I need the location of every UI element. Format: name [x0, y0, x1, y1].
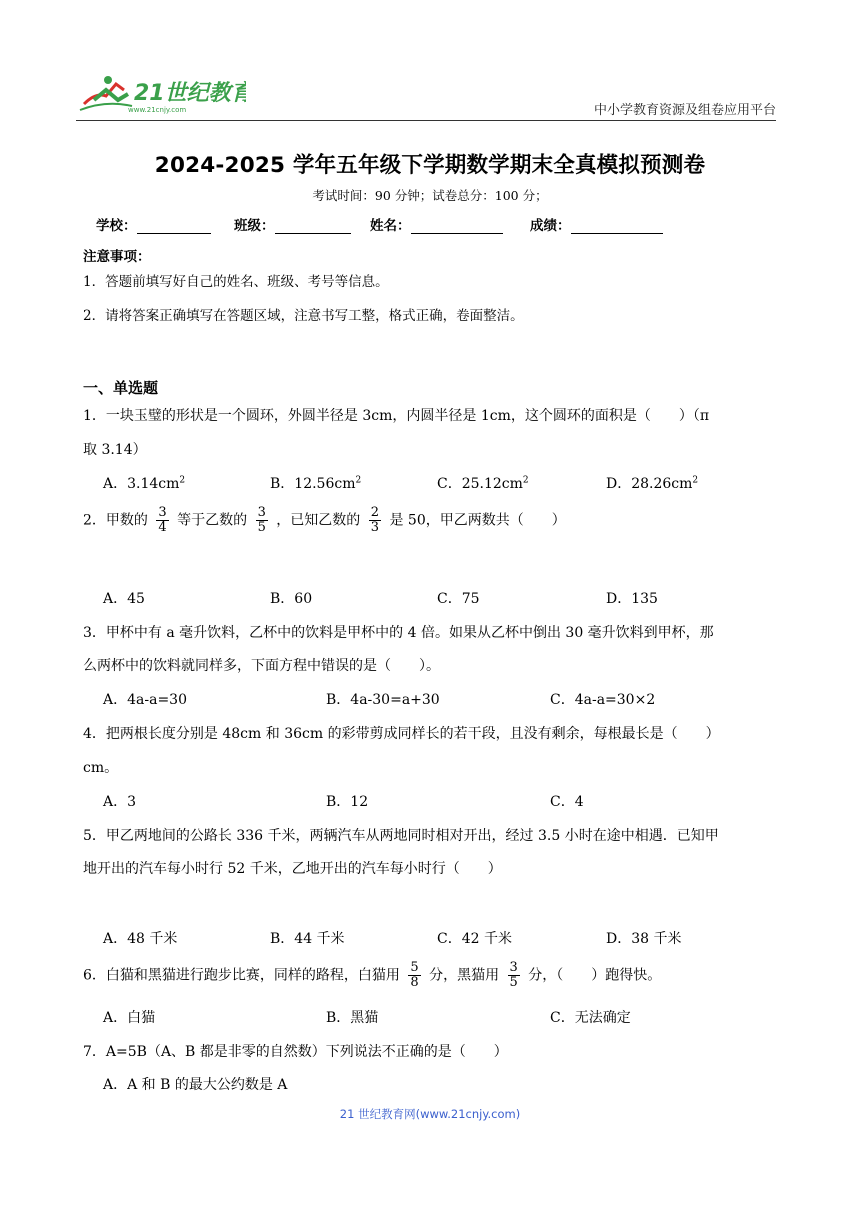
- notice-item: 2．请将答案正确填写在答题区域，注意书写工整，格式正确，卷面整洁。: [83, 308, 524, 324]
- fraction: $\frac{2}{3}$: [370, 505, 380, 535]
- q4-option-b[interactable]: B．12: [326, 794, 369, 810]
- q1-option-b[interactable]: B．$12.56cm^2$: [270, 475, 362, 492]
- score-field[interactable]: 成绩：: [530, 214, 663, 234]
- school-field[interactable]: 学校：: [96, 214, 211, 234]
- q6-option-b[interactable]: B．黑猫: [326, 1010, 379, 1026]
- name-field[interactable]: 姓名：: [370, 214, 503, 234]
- q5-option-d[interactable]: D．38 千米: [606, 931, 682, 947]
- logo-url: www.21cnjy.com: [128, 106, 187, 114]
- question-3-text: 3．甲杯中有 a 毫升饮料，乙杯中的饮料是甲杯中的 4 倍。如果从乙杯中倒出 30 毫升饮料到甲杯，那: [83, 625, 714, 641]
- q1-option-a[interactable]: A．$3.14cm^2$: [103, 475, 186, 492]
- q2-option-b[interactable]: B．60: [270, 591, 313, 607]
- notice-heading: 注意事项：: [83, 249, 151, 265]
- question-5-text: 5．甲乙两地间的公路长 336 千米，两辆汽车从两地同时相对开出，经过 3.5 小时在途中相遇．已知甲: [83, 828, 719, 844]
- exam-info: 考试时间：90 分钟；试卷总分：100 分；: [312, 188, 548, 203]
- header-divider: [76, 120, 776, 121]
- q4-option-a[interactable]: A．3: [103, 794, 137, 810]
- fraction: $\frac{3}{5}$: [257, 505, 266, 535]
- q4-option-c[interactable]: C．4: [550, 794, 584, 810]
- question-1-text: 1．一块玉璧的形状是一个圆环，外圆半径是 3cm，内圆半径是 1cm，这个圆环的面积是（ ）（π: [83, 408, 710, 424]
- q1-option-c[interactable]: C．$25.12cm^2$: [437, 475, 529, 492]
- footer-link[interactable]: 21 世纪教育网(www.21cnjy.com): [339, 1107, 521, 1121]
- q1-option-d[interactable]: D．$28.26cm^2$: [606, 475, 699, 492]
- runner-logo-icon: [76, 70, 246, 116]
- fraction: $\frac{3}{5}$: [509, 960, 518, 990]
- question-6-text: 6．白猫和黑猫进行跑步比赛，同样的路程，白猫用 $\frac{5}{8}$ 分，黑猫用 $\frac{3}{5}$ 分，（ ）跑得快。: [83, 960, 662, 990]
- q2-option-a[interactable]: A．45: [103, 591, 145, 607]
- exam-title: 2024-2025 学年五年级下学期数学期末全真模拟预测卷: [154, 153, 706, 178]
- notice-item: 1．答题前填写好自己的姓名、班级、考号等信息。: [83, 274, 389, 290]
- class-field[interactable]: 班级：: [234, 214, 351, 234]
- q5-option-c[interactable]: C．42 千米: [437, 931, 512, 947]
- question-5-text-cont: 地开出的汽车每小时行 52 千米，乙地开出的汽车每小时行（ ）: [83, 861, 502, 877]
- logo-text: 21世纪教育: [134, 81, 246, 106]
- site-logo: [76, 70, 246, 116]
- question-2-text: 2．甲数的 $\frac{3}{4}$ 等于乙数的 $\frac{3}{5}$ ，已知乙数的 $\frac{2}{3}$ 是 50，甲乙两数共（ ）: [83, 505, 566, 535]
- question-1-text-cont: 取 3.14）: [83, 442, 147, 458]
- q2-option-d[interactable]: D．135: [606, 591, 658, 607]
- fraction: $\frac{3}{4}$: [158, 505, 167, 535]
- question-4-text-cont: cm。: [83, 760, 119, 776]
- q5-option-b[interactable]: B．44 千米: [270, 931, 345, 947]
- fraction: $\frac{5}{8}$: [410, 960, 419, 990]
- q6-option-c[interactable]: C．无法确定: [550, 1010, 631, 1026]
- q7-option-a[interactable]: A．A 和 B 的最大公约数是 A: [103, 1077, 288, 1093]
- q3-option-a[interactable]: A．4a-a=30: [103, 692, 187, 708]
- platform-name: 中小学教育资源及组卷应用平台: [593, 103, 776, 118]
- q3-option-b[interactable]: B．4a-30=a+30: [326, 692, 440, 708]
- section-heading: 一、单选题: [83, 379, 159, 397]
- q6-option-a[interactable]: A．白猫: [103, 1010, 156, 1026]
- q5-option-a[interactable]: A．48 千米: [103, 931, 178, 947]
- question-3-text-cont: 么两杯中的饮料就同样多，下面方程中错误的是（ ）。: [83, 658, 440, 674]
- q2-option-c[interactable]: C．75: [437, 591, 480, 607]
- question-4-text: 4．把两根长度分别是 48cm 和 36cm 的彩带剪成同样长的若干段，且没有剩余，每根最长是（ ）: [83, 726, 720, 742]
- q3-option-c[interactable]: C．4a-a=30×2: [550, 692, 656, 708]
- question-7-text: 7．A=5B（A、B 都是非零的自然数）下列说法不正确的是（ ）: [83, 1044, 508, 1060]
